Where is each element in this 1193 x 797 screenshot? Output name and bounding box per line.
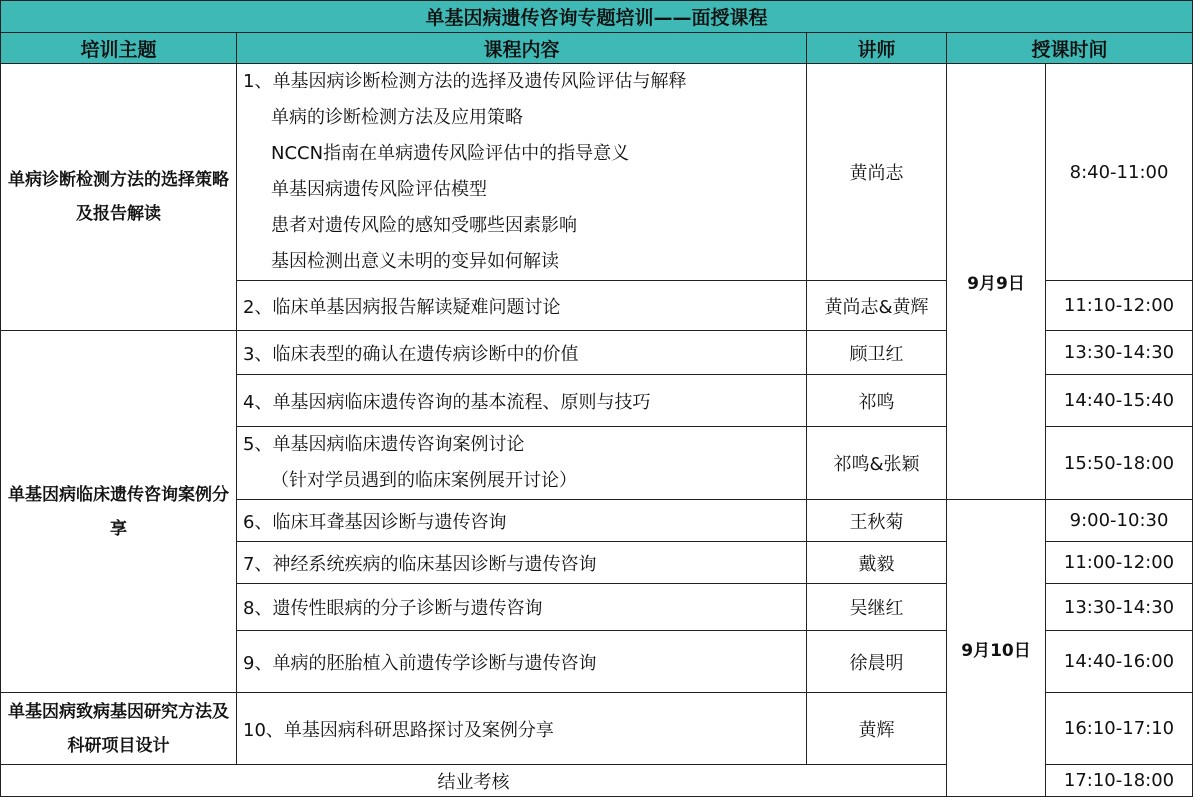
lecturer-cell: 黄尚志&黄辉 bbox=[807, 281, 947, 331]
final-exam-label: 结业考核 bbox=[1, 765, 947, 797]
table-row bbox=[1, 64, 1193, 281]
course-line: 3、临床表型的确认在遗传病诊断中的价值 bbox=[243, 343, 579, 365]
course-line: 2、临床单基因病报告解读疑难问题讨论 bbox=[243, 296, 561, 318]
course-subline: NCCN指南在单病遗传风险评估中的指导意义 bbox=[271, 143, 630, 164]
course-line: 8、遗传性眼病的分子诊断与遗传咨询 bbox=[243, 598, 543, 619]
time-cell: 11:00-12:00 bbox=[1046, 542, 1193, 584]
course-line: 9、单病的胚胎植入前遗传学诊断与遗传咨询 bbox=[243, 652, 597, 674]
time-cell: 11:10-12:00 bbox=[1046, 281, 1193, 331]
time-cell: 13:30-14:30 bbox=[1046, 331, 1193, 375]
course-content bbox=[237, 281, 807, 331]
lecturer-cell: 吴继红 bbox=[807, 584, 947, 631]
course-line: 10、单基因病科研思路探讨及案例分享 bbox=[243, 719, 554, 741]
course-content bbox=[237, 693, 807, 765]
header-topic: 培训主题 bbox=[1, 33, 237, 64]
lecturer-cell: 王秋菊 bbox=[807, 500, 947, 542]
time-cell: 15:50-18:00 bbox=[1046, 427, 1193, 500]
date-cell: 9月10日 bbox=[947, 500, 1046, 797]
lecturer-cell: 黄尚志 bbox=[807, 64, 947, 281]
table-title: 单基因病遗传咨询专题培训——面授课程 bbox=[1, 1, 1193, 33]
course-subline: 单病的诊断检测方法及应用策略 bbox=[271, 107, 523, 128]
header-time: 授课时间 bbox=[947, 33, 1193, 64]
lecturer-cell: 黄辉 bbox=[807, 693, 947, 765]
header-content: 课程内容 bbox=[237, 33, 807, 64]
course-line: 7、神经系统疾病的临床基因诊断与遗传咨询 bbox=[243, 553, 597, 575]
time-cell: 9:00-10:30 bbox=[1046, 500, 1193, 542]
course-line: 6、临床耳聋基因诊断与遗传咨询 bbox=[243, 511, 507, 533]
time-cell: 14:40-15:40 bbox=[1046, 375, 1193, 427]
time-cell: 8:40-11:00 bbox=[1046, 64, 1193, 281]
topic-cell: 单病诊断检测方法的选择策略及报告解读 bbox=[1, 64, 237, 331]
lecturer-cell: 顾卫红 bbox=[807, 331, 947, 375]
course-subline: 基因检测出意义未明的变异如何解读 bbox=[271, 251, 559, 272]
header-row bbox=[1, 33, 1193, 64]
lecturer-cell: 戴毅 bbox=[807, 542, 947, 584]
time-cell: 13:30-14:30 bbox=[1046, 584, 1193, 631]
header-lecturer: 讲师 bbox=[807, 33, 947, 64]
course-content bbox=[237, 542, 807, 584]
topic-cell: 单基因病致病基因研究方法及科研项目设计 bbox=[1, 693, 237, 765]
lecturer-cell: 祁鸣 bbox=[807, 375, 947, 427]
title-row bbox=[1, 1, 1193, 33]
course-content bbox=[237, 64, 807, 281]
course-content bbox=[237, 427, 807, 500]
course-content bbox=[237, 331, 807, 375]
course-content bbox=[237, 375, 807, 427]
course-subline: 单基因病遗传风险评估模型 bbox=[271, 179, 487, 200]
course-line: 4、单基因病临床遗传咨询的基本流程、原则与技巧 bbox=[243, 391, 651, 413]
date-cell: 9月9日 bbox=[947, 64, 1046, 500]
course-line: 1、单基因病诊断检测方法的选择及遗传风险评估与解释 bbox=[243, 71, 687, 92]
time-cell: 16:10-17:10 bbox=[1046, 693, 1193, 765]
time-cell: 14:40-16:00 bbox=[1046, 631, 1193, 693]
course-content bbox=[237, 584, 807, 631]
time-cell: 17:10-18:00 bbox=[1046, 765, 1193, 797]
course-subline: 患者对遗传风险的感知受哪些因素影响 bbox=[271, 215, 577, 236]
course-content bbox=[237, 500, 807, 542]
course-subline: （针对学员遇到的临床案例展开讨论） bbox=[271, 470, 577, 491]
topic-cell: 单基因病临床遗传咨询案例分享 bbox=[1, 331, 237, 693]
course-content bbox=[237, 631, 807, 693]
lecturer-cell: 徐晨明 bbox=[807, 631, 947, 693]
course-line: 5、单基因病临床遗传咨询案例讨论 bbox=[243, 434, 525, 455]
lecturer-cell: 祁鸣&张颖 bbox=[807, 427, 947, 500]
